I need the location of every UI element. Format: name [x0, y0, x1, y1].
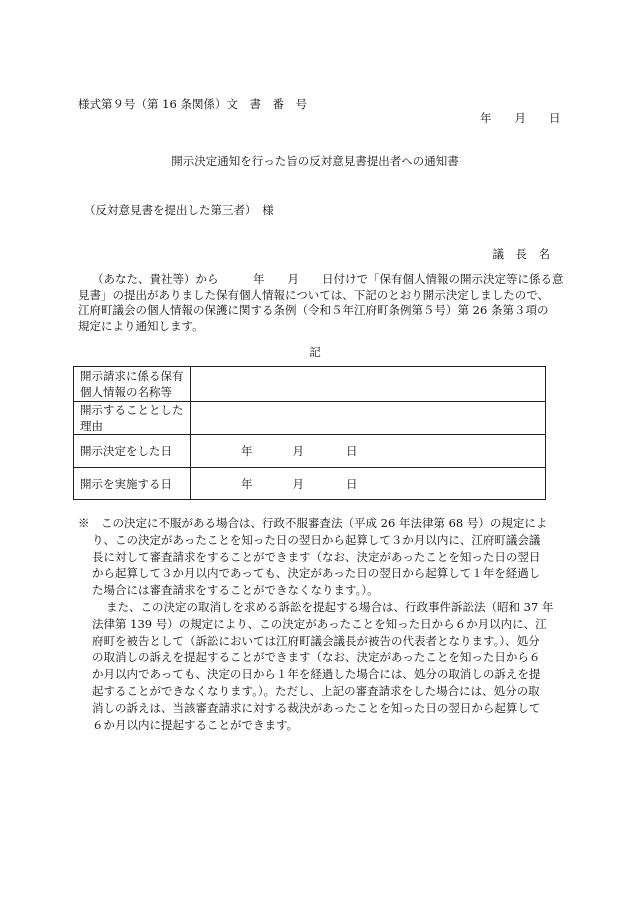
info-table [73, 366, 546, 500]
date-line: 年 月 日 [480, 111, 561, 125]
table-row [74, 402, 546, 435]
note-line: から起算して３か月以内であっても、決定があった日の翌日から起算して１年を経過し [92, 566, 541, 581]
note-mark: ※ [78, 516, 90, 530]
ki-heading: 記 [309, 345, 321, 359]
day-label: 日 [346, 476, 358, 491]
note-line: 長に対して審査請求をすることができます（なお、決定があったことを知った日の翌日 [92, 549, 541, 564]
body-line: 見書」の提出がありました保有個人情報については、下記のとおり開示決定しましたので、 [78, 287, 550, 302]
note-line: 府町を被告として（訴訟においては江府町議会議長が被告の代表者となります。）、処分 [92, 633, 540, 648]
form-number: 様式第９号（第 16 条関係）文 書 番 号 [78, 97, 307, 111]
note-line: 消しの訴えは、当該審査請求に対する裁決があったことを知った日の翌日から起算して [92, 700, 541, 715]
table-date-value [191, 435, 546, 468]
day-label: 日 [346, 444, 358, 458]
table-label: 開示請求に係る保有個人情報の名称等 [74, 367, 191, 402]
sender-name: 議 長 名 [492, 247, 550, 261]
note-line: か月以内であっても、決定の日から１年を経過した場合には、処分の取消しの訴えを提 [92, 667, 541, 682]
table-date-value [191, 468, 546, 500]
note-line: の取消しの訴えを提起することができます（なお、決定があったことを知った日から６ [92, 650, 541, 665]
month-label: 月 [292, 444, 304, 458]
month-label: 月 [292, 476, 304, 491]
year-label: 年 [241, 476, 253, 491]
addressee: （反対意見書を提出した第三者） 様 [84, 203, 274, 217]
note-line: 起することができなくなります。）。ただし、上記の審査請求をした場合には、処分の取 [92, 683, 540, 698]
body-line: （あなた、貴社等）から 年 月 日付けで「保有個人情報の開示決定等に係る意 [92, 272, 564, 286]
note-line: ６か月以内に提起することができます。 [92, 717, 299, 732]
note-line: 法律第 139 号）の規定により、この決定があったことを知った日から６か月以内に、江 [92, 616, 547, 631]
table-value [191, 402, 546, 435]
document-title: 開示決定通知を行った旨の反対意見書提出者への通知書 [171, 154, 459, 168]
body-paragraph [78, 271, 564, 333]
table-label: 開示を実施する日 [74, 468, 191, 500]
table-row [74, 367, 546, 402]
note-line: ※ この決定に不服がある場合は、行政不服審査法（平成 26 年法律第 68 号）の規定によ [78, 516, 548, 530]
body-line: 江府町議会の個人情報の保護に関する条例（令和５年江府町条例第５号）第 26 条第３項の [78, 303, 549, 317]
table-row [74, 435, 546, 468]
table-row [74, 468, 546, 500]
body-line: 規定により通知します。 [78, 318, 204, 333]
note-line: また、この決定の取消しを求める訴訟を提起する場合は、行政事件訴訟法（昭和 37 年 [106, 599, 554, 614]
table-label: 開示することとした理由 [74, 402, 191, 435]
note-line: た場合には審査請求をすることができなくなります。）。 [92, 583, 379, 598]
year-label: 年 [241, 444, 253, 458]
table-label: 開示決定をした日 [74, 435, 191, 468]
table-value [191, 367, 546, 402]
notes-section [78, 515, 553, 733]
note-line: り、この決定があったことを知った日の翌日から起算して３か月以内に、江府町議会議 [92, 532, 541, 547]
